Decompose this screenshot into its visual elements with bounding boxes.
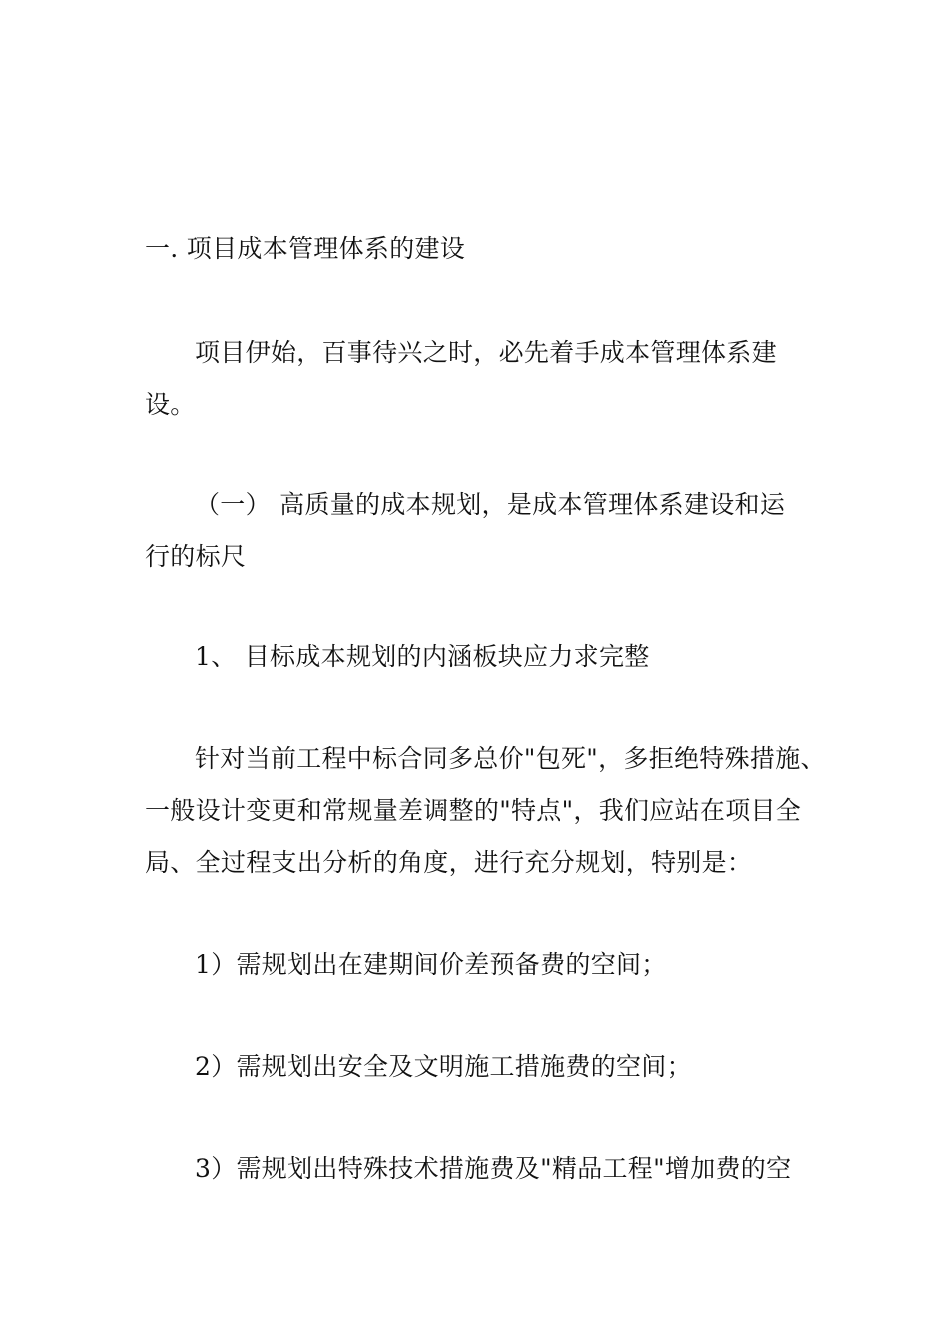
list-item: 3）需规划出特殊技术措施费及"精品工程"增加费的空 (195, 1154, 792, 1183)
subsection-heading-line: （一） 高质量的成本规划，是成本管理体系建设和运 (195, 490, 786, 519)
subsection-heading-line: 行的标尺 (145, 542, 247, 571)
list-item: 1）需规划出在建期间价差预备费的空间； (195, 950, 667, 979)
paragraph-line: 项目伊始，百事待兴之时，必先着手成本管理体系建 (195, 338, 777, 367)
list-item: 2）需规划出安全及文明施工措施费的空间； (195, 1052, 692, 1081)
section-heading: 一. 项目成本管理体系的建设 (145, 234, 466, 263)
paragraph-line: 局、全过程支出分析的角度，进行充分规划，特别是： (145, 848, 753, 877)
paragraph-line: 一般设计变更和常规量差调整的"特点"，我们应站在项目全 (145, 796, 802, 825)
paragraph-line: 针对当前工程中标合同多总价"包死"，多拒绝特殊措施、 (195, 744, 826, 773)
numbered-heading: 1、 目标成本规划的内涵板块应力求完整 (195, 642, 650, 671)
paragraph-line: 设。 (145, 390, 196, 419)
